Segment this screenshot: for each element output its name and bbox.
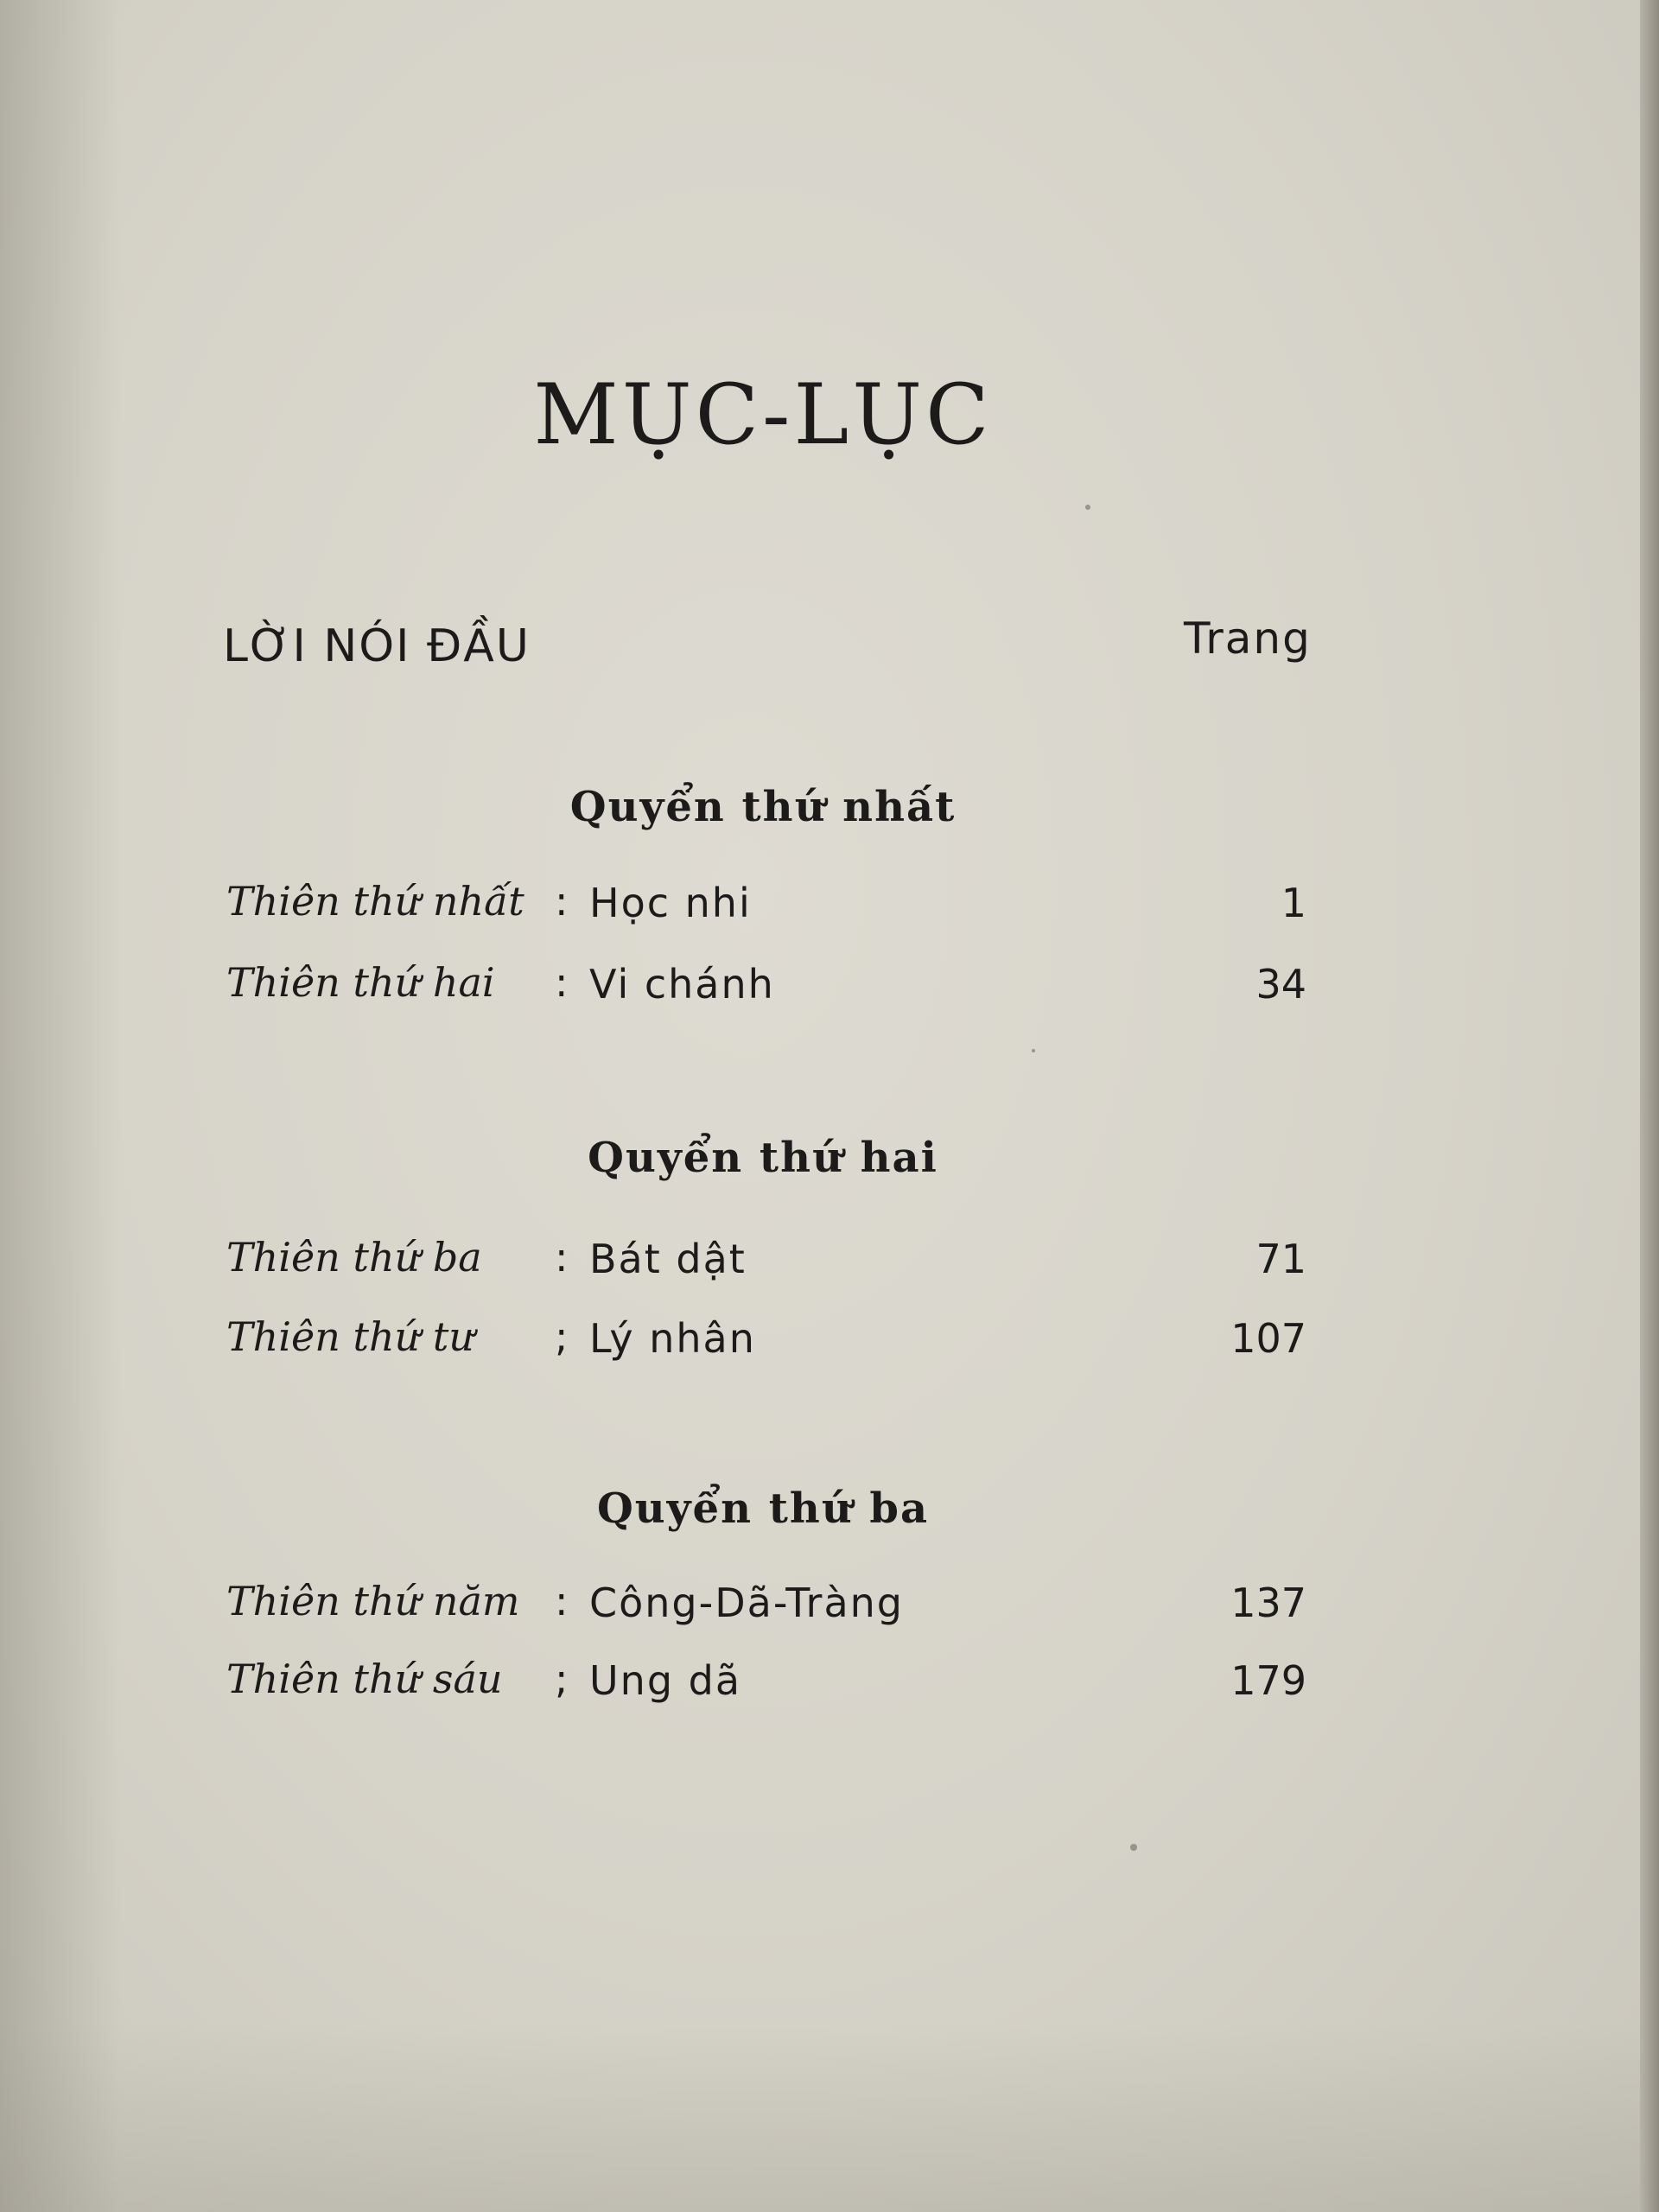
page-shadow-left: [0, 0, 121, 2212]
separator: ;: [555, 1313, 569, 1360]
toc-entry: [226, 1313, 1306, 1374]
page-edge-right: [1640, 0, 1659, 2212]
separator: :: [555, 1578, 569, 1624]
volume-heading-3: Quyển thứ ba: [596, 1484, 930, 1533]
page-title: MỤC-LỤC: [533, 366, 993, 464]
chapter-label: Thiên thứ năm: [226, 1578, 520, 1624]
page-shadow-bottom: [0, 2022, 1659, 2212]
page-number: 179: [1230, 1657, 1306, 1704]
toc-entry: [226, 1656, 1306, 1716]
paper-speck: [1032, 1049, 1035, 1052]
toc-entry: [226, 878, 1306, 938]
separator: :: [555, 959, 569, 1006]
page-number: 107: [1230, 1315, 1306, 1362]
paper-speck: [1085, 505, 1090, 510]
page-number: 1: [1281, 880, 1306, 926]
separator: :: [555, 878, 569, 925]
paper-speck: [1130, 1844, 1137, 1851]
page-number: 137: [1230, 1580, 1306, 1626]
chapter-name: Học nhi: [589, 880, 752, 926]
chapter-label: Thiên thứ sáu: [226, 1656, 503, 1702]
chapter-name: Công-Dã-Tràng: [589, 1580, 904, 1626]
chapter-name: Bát dật: [589, 1236, 747, 1282]
volume-heading-2: Quyển thứ hai: [588, 1134, 938, 1182]
preface-entry: LỜI NÓI ĐẦU: [223, 620, 531, 672]
chapter-label: Thiên thứ ba: [226, 1234, 482, 1281]
page-number: 71: [1255, 1236, 1306, 1282]
chapter-name: Lý nhân: [589, 1315, 756, 1362]
toc-entry: [226, 1234, 1306, 1294]
separator: ;: [555, 1656, 569, 1702]
chapter-label: Thiên thứ nhất: [226, 878, 524, 925]
chapter-name: Ung dã: [589, 1657, 742, 1704]
page-number: 34: [1255, 961, 1306, 1007]
volume-heading-1: Quyển thứ nhất: [569, 783, 957, 831]
toc-entry: [226, 1578, 1306, 1638]
chapter-label: Thiên thứ hai: [226, 959, 495, 1006]
page-column-label: Trang: [1184, 613, 1312, 664]
toc-entry: [226, 959, 1306, 1020]
chapter-name: Vi chánh: [589, 961, 775, 1007]
chapter-label: Thiên thứ tư: [226, 1313, 474, 1360]
separator: :: [555, 1234, 569, 1281]
